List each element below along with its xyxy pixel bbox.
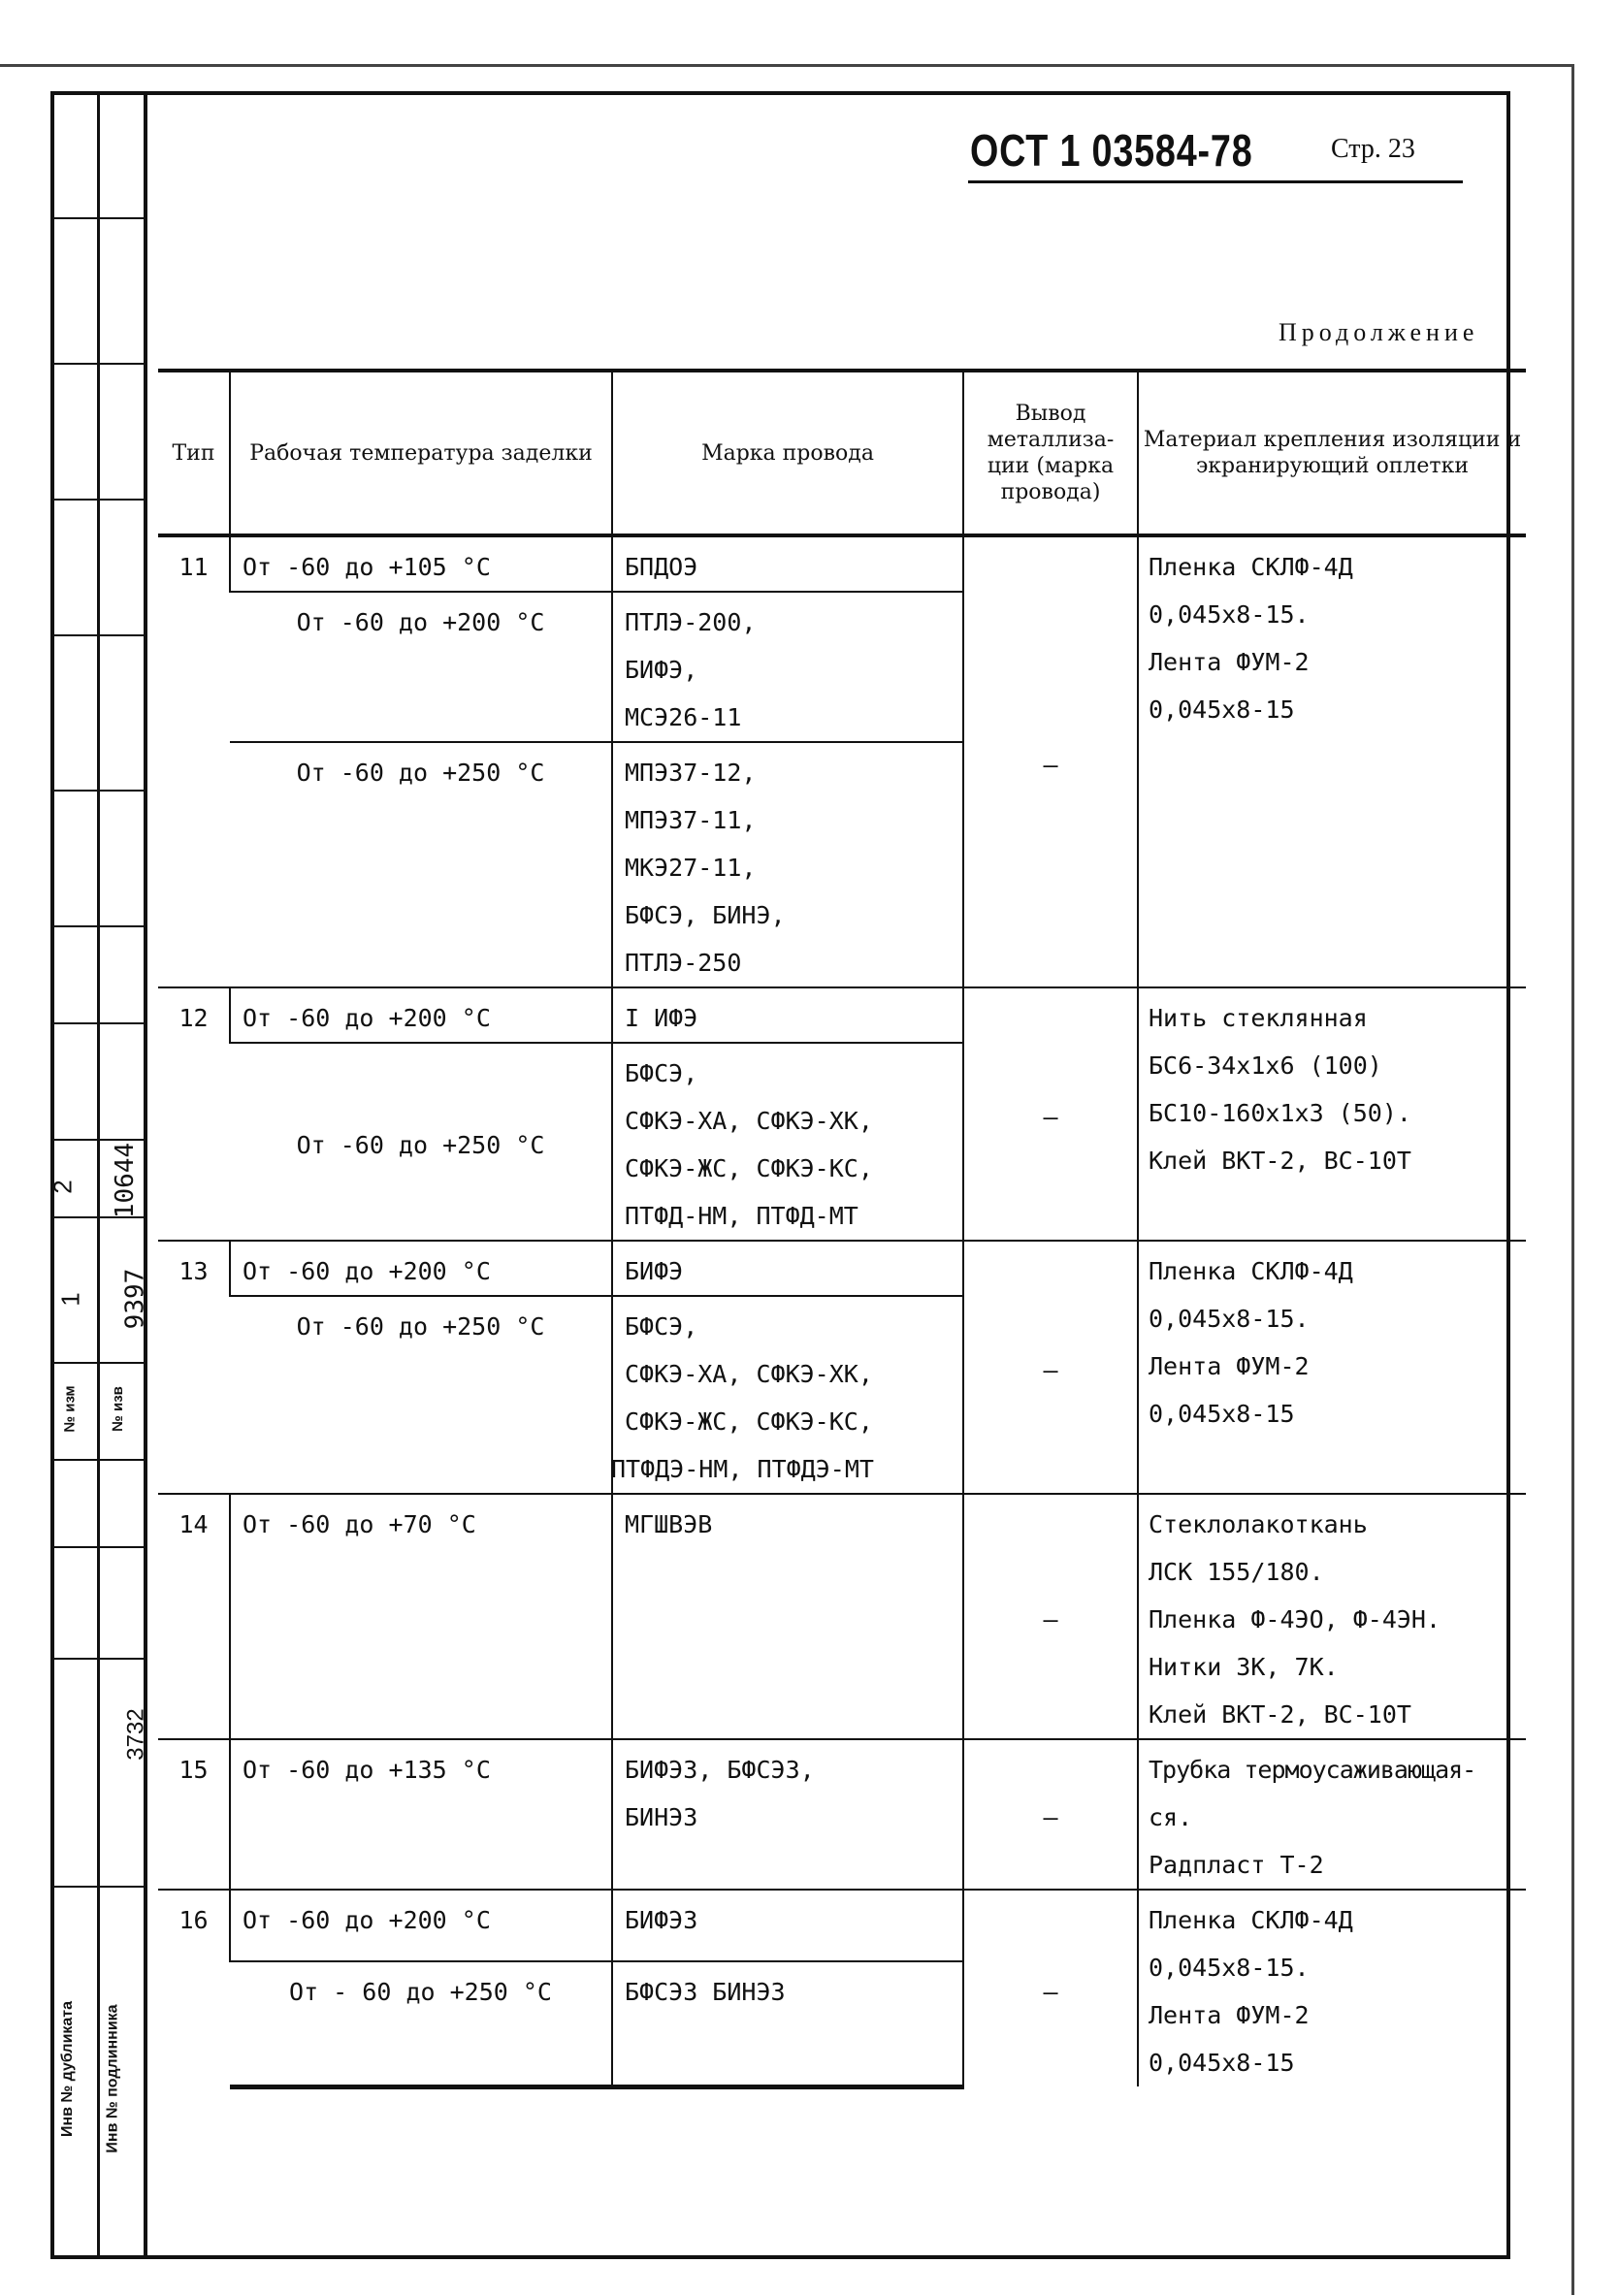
wire-cell: [612, 1241, 963, 1296]
temperature-cell: От -60 до +250 °С: [230, 1296, 612, 1494]
material-line: 0,045х8-15.: [1149, 1305, 1310, 1333]
wire-line: СФКЭ-ХА, СФКЭ-ХК,: [625, 1360, 873, 1388]
col-header-type: Тип: [158, 371, 230, 535]
wire-line: ПТЛЭ-250: [625, 949, 742, 977]
material-line: БС6-34х1х6 (100): [1149, 1051, 1382, 1080]
material-line: 0,045х8-15: [1149, 2049, 1295, 2077]
temperature-cell: От - 60 до +250 °С: [230, 1961, 612, 2086]
table-row: [158, 1494, 1526, 1739]
material-line: 0,045х8-15.: [1149, 1954, 1310, 1982]
material-line: Пленка СКЛФ-4Д: [1149, 1906, 1353, 1934]
output-cell: –: [963, 987, 1138, 1241]
wire-line: БФСЭЗ БИНЭЗ: [625, 1978, 786, 2007]
wire-line: ПТЛЭ-200,: [625, 608, 757, 636]
col-header-output: Вывод металлиза- ции (марка провода): [963, 371, 1138, 535]
wire-line: І ИФЭ: [625, 1004, 698, 1032]
wire-cell: [612, 1494, 963, 1739]
temperature-cell: От -60 до +135 °С: [230, 1739, 612, 1890]
strip-line: [50, 217, 144, 219]
temperature-cell: От -60 до +70 °С: [230, 1494, 612, 1739]
wire-cell: [612, 1890, 963, 1961]
wire-line: МПЭ37-11,: [625, 806, 757, 834]
wire-line: БИФЭЗ, БФСЭЗ,: [625, 1756, 815, 1784]
material-line: Нитки ЗК, 7К.: [1149, 1653, 1339, 1681]
wire-line: МПЭ37-12,: [625, 759, 757, 787]
original-inventory-label: Инв № подлинника: [104, 2004, 121, 2153]
table-row: [158, 987, 1526, 1043]
material-line: Лента ФУМ-2: [1149, 2001, 1310, 2029]
output-cell: –: [963, 1241, 1138, 1494]
strip-line: [50, 925, 144, 927]
table-row: [158, 1890, 1526, 1961]
material-line: ЛСК 155/180.: [1149, 1558, 1324, 1586]
material-cell: [1138, 535, 1526, 987]
material-line: 0,045х8-15: [1149, 1400, 1295, 1428]
material-line: БС10-160х1х3 (50).: [1149, 1099, 1411, 1127]
original-inventory-number: 3732: [122, 1708, 149, 1761]
rev2-doc: 10644: [111, 1142, 141, 1219]
strip-line: [50, 1362, 144, 1364]
table-row: [158, 1739, 1526, 1890]
continuation-label: Продолжение: [1279, 318, 1479, 346]
table-row: [158, 535, 1526, 592]
output-cell: –: [963, 1890, 1138, 2086]
col-header-wire: Марка провода: [612, 371, 963, 535]
material-cell: [1138, 1739, 1526, 1890]
wire-cell: [612, 1739, 963, 1890]
material-line: Трубка термоусаживающая-: [1149, 1756, 1476, 1784]
wire-line: БИФЭЗ: [625, 1906, 698, 1934]
strip-line: [50, 1886, 144, 1888]
wire-cell: [612, 742, 963, 987]
strip-line: [50, 363, 144, 365]
wire-line: СФКЭ-ЖС, СФКЭ-КС,: [625, 1154, 873, 1182]
material-line: Лента ФУМ-2: [1149, 648, 1310, 676]
rev-label: № изм: [61, 1385, 79, 1433]
wire-line: БИФЭ,: [625, 656, 698, 684]
col-header-temperature: Рабочая температура заделки: [230, 371, 612, 535]
type-cell: 15: [158, 1739, 230, 1890]
strip-line: [50, 634, 144, 636]
material-line: Стеклолакоткань: [1149, 1510, 1368, 1538]
rev1-doc: 9397: [120, 1268, 150, 1330]
wire-line: БФСЭ,: [625, 1059, 698, 1087]
strip-line: [50, 1459, 144, 1461]
temperature-cell: От -60 до +200 °С: [230, 1241, 612, 1296]
type-cell: 14: [158, 1494, 230, 1739]
temperature-cell: От -60 до +200 °С: [230, 592, 612, 742]
wire-line: ПТФД-НМ, ПТФД-МТ: [625, 1202, 858, 1230]
rev2-number: 2: [48, 1180, 78, 1194]
temperature-cell: От -60 до +200 °С: [230, 987, 612, 1043]
temperature-cell: От -60 до +105 °С: [230, 535, 612, 592]
temperature-cell: От -60 до +250 °С: [230, 742, 612, 987]
output-cell: –: [963, 1494, 1138, 1739]
page-number: Стр. 23: [1331, 134, 1415, 164]
wire-line: БПДОЭ: [625, 553, 698, 581]
margin-strip: [48, 91, 150, 2259]
material-cell: [1138, 1890, 1526, 2086]
strip-line: [50, 1139, 144, 1141]
wire-line: СФКЭ-ХА, СФКЭ-ХК,: [625, 1107, 873, 1135]
wire-cell: [612, 1296, 963, 1494]
type-cell: 13: [158, 1241, 230, 1494]
material-line: Пленка СКЛФ-4Д: [1149, 1257, 1353, 1285]
material-line: ся.: [1149, 1803, 1193, 1831]
output-cell: –: [963, 1739, 1138, 1890]
col-header-material: Материал крепления изоляции и экранирующий оплетки: [1138, 371, 1526, 535]
wire-cell: [612, 1961, 963, 2086]
type-cell: 11: [158, 535, 230, 987]
material-line: 0,045х8-15: [1149, 695, 1295, 724]
table-row: [158, 1241, 1526, 1296]
right-scan-rule: [1571, 64, 1574, 2295]
wire-line: СФКЭ-ЖС, СФКЭ-КС,: [625, 1407, 873, 1436]
wire-line: МГШВЭВ: [625, 1510, 713, 1538]
top-scan-rule: [0, 64, 1571, 67]
material-cell: [1138, 1241, 1526, 1494]
material-line: Радпласт Т-2: [1149, 1851, 1324, 1879]
temperature-cell: От -60 до +250 °С: [230, 1043, 612, 1241]
strip-border: [144, 91, 147, 2259]
strip-line: [50, 1658, 144, 1660]
wire-line: МСЭ26-11: [625, 703, 742, 731]
wire-line: ПТФДЭ-НМ, ПТФДЭ-МТ: [611, 1455, 874, 1483]
wire-cell: [612, 987, 963, 1043]
type-cell: 16: [158, 1890, 230, 2086]
temperature-cell: От -60 до +200 °С: [230, 1890, 612, 1961]
duplicate-inventory-label: Инв № дубликата: [59, 2000, 77, 2138]
material-line: Лента ФУМ-2: [1149, 1352, 1310, 1380]
wire-line: БИНЭЗ: [625, 1803, 698, 1831]
doc-label: № изв: [109, 1386, 126, 1432]
material-line: Клей ВКТ-2, ВС-10Т: [1149, 1147, 1411, 1175]
output-cell: –: [963, 535, 1138, 987]
wire-cell: [612, 592, 963, 742]
wire-cell: [612, 535, 963, 592]
material-line: Пленка СКЛФ-4Д: [1149, 553, 1353, 581]
wire-cell: [612, 1043, 963, 1241]
material-line: 0,045х8-15.: [1149, 600, 1310, 629]
header-underline: [968, 180, 1463, 183]
wire-table: [158, 369, 1526, 2089]
document-code: ОСТ 1 03584-78: [970, 125, 1253, 176]
wire-line: МКЭ27-11,: [625, 854, 757, 882]
material-line: Нить стеклянная: [1149, 1004, 1368, 1032]
type-cell: 12: [158, 987, 230, 1241]
wire-line: БФСЭ, БИНЭ,: [625, 901, 786, 929]
strip-line: [50, 499, 144, 501]
material-cell: [1138, 1494, 1526, 1739]
wire-line: БИФЭ: [625, 1257, 684, 1285]
strip-line: [50, 1022, 144, 1024]
wire-line: БФСЭ,: [625, 1312, 698, 1341]
strip-divider: [97, 91, 100, 2259]
material-line: Пленка Ф-4ЭО, Ф-4ЭН.: [1149, 1605, 1441, 1633]
table-header-row: [158, 371, 1526, 535]
rev1-number: 1: [55, 1292, 85, 1307]
material-line: Клей ВКТ-2, ВС-10Т: [1149, 1700, 1411, 1729]
strip-line: [50, 790, 144, 792]
strip-line: [50, 1546, 144, 1548]
material-cell: [1138, 987, 1526, 1241]
